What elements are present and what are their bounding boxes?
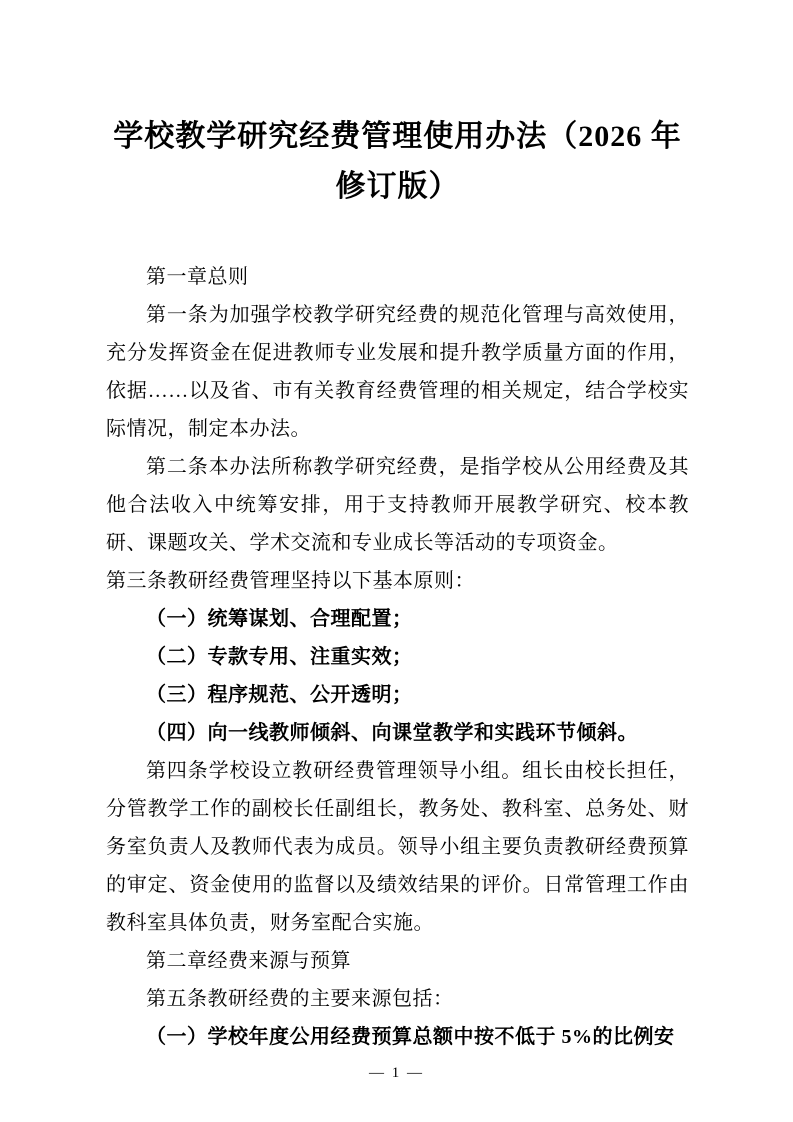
article-3-paragraph: 第三条教研经费管理坚持以下基本原则： bbox=[106, 570, 475, 592]
article-4-paragraph: 第四条学校设立教研经费管理领导小组。组长由校长担任，分管教学工作的副校长任副组长，教务处、教科室、总务处、财务室负责人及教师代表为成员。领导小组主要负责教研经费预算的审定、资金使用的监督以及绩效结果的评价。日常管理工作由教科室具体负责，财务室配合实施。 bbox=[106, 760, 689, 934]
principle-item-2: （二）专款专用、注重实效； bbox=[146, 646, 413, 668]
principle-item-3: （三）程序规范、公开透明； bbox=[146, 684, 413, 706]
chapter-heading-1: 第一章总则 bbox=[146, 266, 249, 288]
principle-item-4: （四）向一线教师倾斜、向课堂教学和实践环节倾斜。 bbox=[146, 722, 638, 744]
page-number: — 1 — bbox=[369, 1065, 424, 1081]
article-2-paragraph: 第二条本办法所称教学研究经费，是指学校从公用经费及其他合法收入中统筹安排，用于支持教师开展教学研究、校本教研、课题攻关、学术交流和专业成长等活动的专项资金。 bbox=[106, 456, 689, 554]
principle-item-1: （一）统筹谋划、合理配置； bbox=[146, 608, 413, 630]
source-item-1: （一）学校年度公用经费预算总额中按不低于 5%的比例安 bbox=[146, 1026, 675, 1048]
article-5-paragraph: 第五条教研经费的主要来源包括： bbox=[146, 988, 454, 1010]
document-body bbox=[106, 258, 689, 1056]
article-1-paragraph: 第一条为加强学校教学研究经费的规范化管理与高效使用，充分发挥资金在促进教师专业发展和提升教学质量方面的作用，依据……以及省、市有关教育经费管理的相关规定，结合学校实际情况，制定本办法。 bbox=[106, 304, 689, 440]
chapter-heading-2: 第二章经费来源与预算 bbox=[146, 950, 351, 972]
document-title: 学校教学研究经费管理使用办法（2026 年修订版） bbox=[113, 120, 682, 203]
